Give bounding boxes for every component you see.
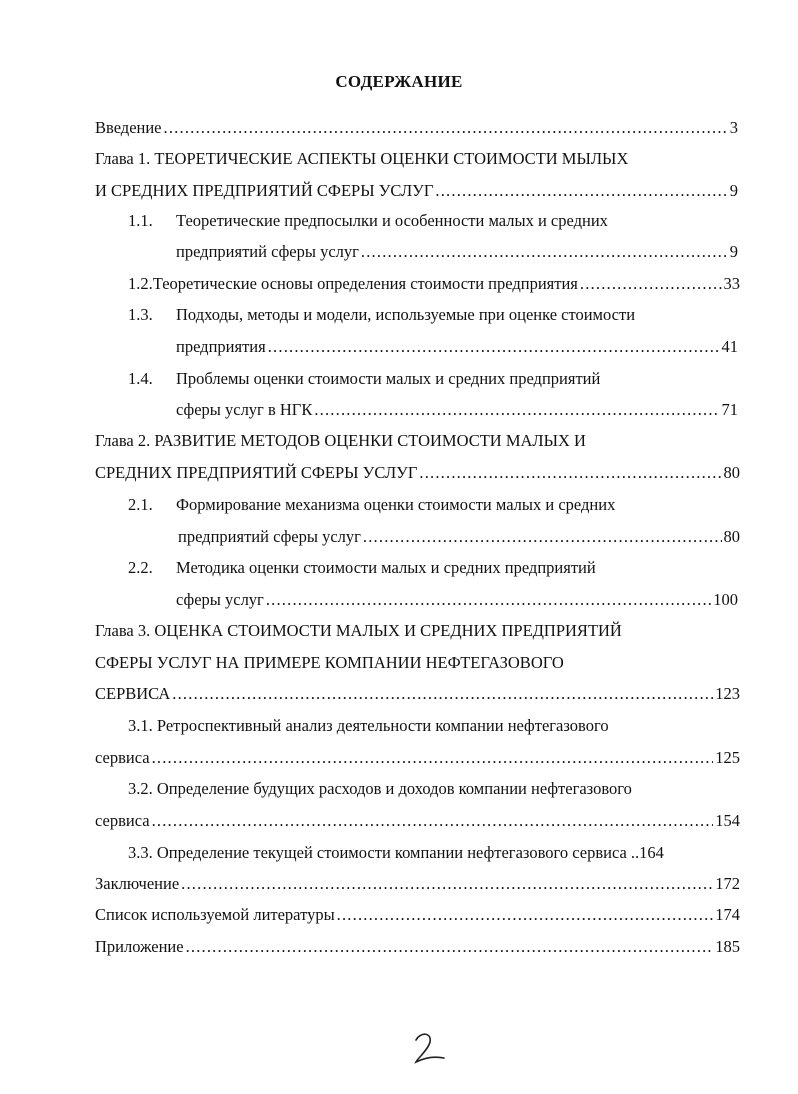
toc-entry-3-2-line1: 3.2. Определение будущих расходов и доходов компании нефтегазового [128, 779, 632, 798]
leader-dots [314, 397, 719, 423]
entry-text: сферы услуг в НГК [176, 400, 313, 419]
entry-text: сервиса [95, 748, 150, 767]
entry-text: И СРЕДНИХ ПРЕДПРИЯТИЙ СФЕРЫ УСЛУГ [95, 181, 434, 200]
toc-entry-2-1-line2 [178, 524, 740, 550]
entry-text: Теоретические основы определения стоимости предприятия [152, 274, 578, 293]
leader-dots [580, 271, 722, 297]
entry-text: предприятия [176, 337, 266, 356]
entry-text: СЕРВИСА [95, 684, 171, 703]
leader-dots [186, 934, 714, 960]
entry-text: Введение [95, 118, 162, 137]
page-number: 123 [715, 684, 740, 703]
entry-text: сервиса [95, 811, 150, 830]
toc-entry-chapter1-line1: Глава 1. ТЕОРЕТИЧЕСКИЕ АСПЕКТЫ ОЦЕНКИ СТОИМОСТИ МЫЛЫХ [95, 149, 629, 168]
entry-text: Заключение [95, 874, 180, 893]
toc-entry-chapter2-line2 [95, 460, 740, 486]
section-number: 2.2. [128, 558, 153, 577]
entry-text: сферы услуг [176, 590, 264, 609]
page-number: 3 [729, 118, 738, 137]
entry-text: Методика оценки стоимости малых и средних предприятий [176, 558, 596, 577]
leader-dots [164, 115, 728, 141]
entry-text: Список используемой литературы [95, 905, 335, 924]
entry-text: предприятий сферы услуг [178, 527, 361, 546]
toc-entry-1-4-line2 [176, 397, 738, 423]
toc-entry-chapter2-line1: Глава 2. РАЗВИТИЕ МЕТОДОВ ОЦЕНКИ СТОИМОСТИ МАЛЫХ И [95, 431, 586, 450]
toc-entry-3-3: 3.3. Определение текущей стоимости компании нефтегазового сервиса ..164 [128, 843, 664, 862]
section-number: 1.3. [128, 305, 153, 324]
page-number: 185 [715, 937, 740, 956]
page-number: 9 [729, 242, 738, 261]
leader-dots [419, 460, 721, 486]
toc-entry-intro [95, 115, 738, 141]
section-number: 1.1. [128, 211, 153, 230]
toc-entry-2-2-line2 [176, 587, 738, 613]
section-number: 1.4. [128, 369, 153, 388]
toc-entry-1-3-line1 [128, 302, 738, 328]
leader-dots [361, 239, 728, 265]
toc-entry-references [95, 902, 740, 928]
page-number: 172 [715, 874, 740, 893]
entry-text: Проблемы оценки стоимости малых и средних предприятий [176, 369, 601, 388]
toc-entry-1-2 [128, 271, 740, 297]
toc-entry-chapter3-line2: СФЕРЫ УСЛУГ НА ПРИМЕРЕ КОМПАНИИ НЕФТЕГАЗОВОГО [95, 653, 564, 672]
toc-entry-1-1-line1 [128, 208, 738, 234]
page-number: 41 [721, 337, 738, 356]
leader-dots [172, 681, 713, 707]
toc-entry-1-1-line2 [176, 239, 738, 265]
page-title: СОДЕРЖАНИЕ [335, 72, 463, 91]
toc-entry-chapter1-line2 [95, 178, 738, 204]
page-number: 80 [723, 463, 740, 482]
toc-entry-chapter3-line3 [95, 681, 740, 707]
leader-dots [152, 745, 714, 771]
section-number: 2.1. [128, 495, 153, 514]
page-number: 71 [721, 400, 738, 419]
toc-entry-conclusion [95, 871, 740, 897]
page-number: 33 [723, 274, 740, 293]
toc-entry-1-4-line1 [128, 366, 738, 392]
leader-dots [337, 902, 714, 928]
leader-dots [152, 808, 714, 834]
toc-entry-3-2-line2 [95, 808, 740, 834]
leader-dots [181, 871, 713, 897]
toc-entry-1-3-line2 [176, 334, 738, 360]
page-number: 100 [713, 590, 738, 609]
handwritten-page-number-icon [410, 1028, 450, 1068]
page-number: 9 [729, 181, 738, 200]
toc-entry-chapter3-line1: Глава 3. ОЦЕНКА СТОИМОСТИ МАЛЫХ И СРЕДНИХ ПРЕДПРИЯТИЙ [95, 621, 622, 640]
page-number: 80 [723, 527, 740, 546]
toc-entry-2-1-line1 [128, 492, 738, 518]
entry-text: Приложение [95, 937, 184, 956]
leader-dots [266, 587, 711, 613]
entry-text: предприятий сферы услуг [176, 242, 359, 261]
section-number: 1.2. [128, 274, 153, 293]
entry-text: Подходы, методы и модели, используемые при оценке стоимости [176, 305, 636, 324]
toc-entry-3-1-line2 [95, 745, 740, 771]
entry-text: СРЕДНИХ ПРЕДПРИЯТИЙ СФЕРЫ УСЛУГ [95, 463, 418, 482]
toc-entry-2-2-line1 [128, 555, 738, 581]
page-number: 174 [715, 905, 740, 924]
leader-dots [363, 524, 722, 550]
page-number: 125 [715, 748, 740, 767]
entry-text: Формирование механизма оценки стоимости малых и средних [176, 495, 616, 514]
toc-entry-appendix [95, 934, 740, 960]
leader-dots [268, 334, 720, 360]
toc-entry-3-1-line1: 3.1. Ретроспективный анализ деятельности компании нефтегазового [128, 716, 609, 735]
page-number: 154 [715, 811, 740, 830]
entry-text: Теоретические предпосылки и особенности малых и средних [176, 211, 608, 230]
leader-dots [435, 178, 727, 204]
